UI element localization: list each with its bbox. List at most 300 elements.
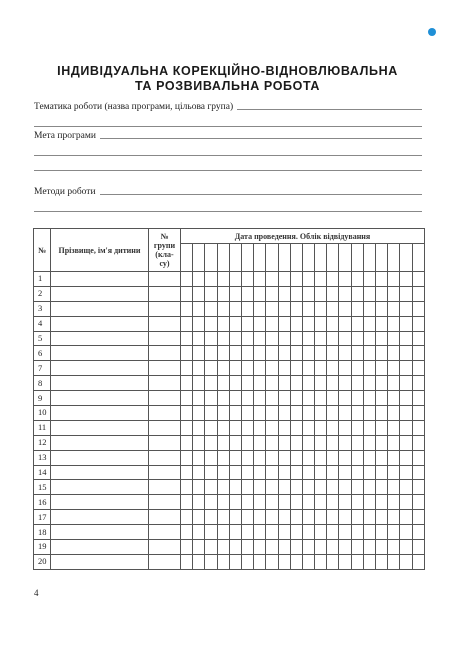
attendance-cell[interactable] bbox=[351, 554, 363, 569]
attendance-cell[interactable] bbox=[363, 406, 375, 421]
attendance-cell[interactable] bbox=[205, 391, 217, 406]
attendance-cell[interactable] bbox=[327, 480, 339, 495]
attendance-cell[interactable] bbox=[302, 450, 314, 465]
attendance-cell[interactable] bbox=[376, 286, 388, 301]
attendance-cell[interactable] bbox=[229, 495, 241, 510]
attendance-cell[interactable] bbox=[339, 465, 351, 480]
attendance-cell[interactable] bbox=[388, 272, 400, 287]
attendance-cell[interactable] bbox=[400, 316, 412, 331]
attendance-cell[interactable] bbox=[351, 361, 363, 376]
child-name-cell[interactable] bbox=[51, 480, 149, 495]
attendance-cell[interactable] bbox=[266, 376, 278, 391]
attendance-cell[interactable] bbox=[327, 301, 339, 316]
attendance-cell[interactable] bbox=[327, 391, 339, 406]
attendance-cell[interactable] bbox=[278, 510, 290, 525]
attendance-cell[interactable] bbox=[315, 346, 327, 361]
attendance-cell[interactable] bbox=[193, 406, 205, 421]
attendance-cell[interactable] bbox=[254, 316, 266, 331]
attendance-cell[interactable] bbox=[302, 376, 314, 391]
attendance-cell[interactable] bbox=[315, 331, 327, 346]
child-name-cell[interactable] bbox=[51, 465, 149, 480]
attendance-cell[interactable] bbox=[205, 510, 217, 525]
attendance-cell[interactable] bbox=[339, 420, 351, 435]
attendance-cell[interactable] bbox=[181, 554, 193, 569]
attendance-cell[interactable] bbox=[181, 420, 193, 435]
attendance-cell[interactable] bbox=[400, 525, 412, 540]
attendance-cell[interactable] bbox=[339, 301, 351, 316]
attendance-cell[interactable] bbox=[388, 361, 400, 376]
attendance-cell[interactable] bbox=[193, 376, 205, 391]
attendance-cell[interactable] bbox=[193, 540, 205, 555]
attendance-cell[interactable] bbox=[363, 525, 375, 540]
attendance-cell[interactable] bbox=[266, 286, 278, 301]
attendance-cell[interactable] bbox=[278, 286, 290, 301]
attendance-cell[interactable] bbox=[217, 406, 229, 421]
attendance-cell[interactable] bbox=[278, 361, 290, 376]
attendance-cell[interactable] bbox=[266, 406, 278, 421]
group-cell[interactable] bbox=[149, 301, 181, 316]
attendance-cell[interactable] bbox=[388, 510, 400, 525]
attendance-cell[interactable] bbox=[327, 435, 339, 450]
attendance-cell[interactable] bbox=[412, 331, 424, 346]
attendance-cell[interactable] bbox=[241, 391, 253, 406]
child-name-cell[interactable] bbox=[51, 554, 149, 569]
attendance-cell[interactable] bbox=[266, 465, 278, 480]
attendance-cell[interactable] bbox=[205, 480, 217, 495]
attendance-cell[interactable] bbox=[339, 286, 351, 301]
attendance-cell[interactable] bbox=[181, 510, 193, 525]
attendance-cell[interactable] bbox=[254, 525, 266, 540]
attendance-cell[interactable] bbox=[315, 525, 327, 540]
attendance-cell[interactable] bbox=[181, 480, 193, 495]
attendance-cell[interactable] bbox=[193, 361, 205, 376]
attendance-cell[interactable] bbox=[400, 420, 412, 435]
attendance-cell[interactable] bbox=[290, 272, 302, 287]
attendance-cell[interactable] bbox=[278, 272, 290, 287]
attendance-cell[interactable] bbox=[351, 420, 363, 435]
attendance-cell[interactable] bbox=[315, 420, 327, 435]
attendance-cell[interactable] bbox=[412, 346, 424, 361]
attendance-cell[interactable] bbox=[363, 540, 375, 555]
attendance-cell[interactable] bbox=[266, 272, 278, 287]
attendance-cell[interactable] bbox=[412, 465, 424, 480]
attendance-cell[interactable] bbox=[315, 495, 327, 510]
attendance-cell[interactable] bbox=[278, 435, 290, 450]
attendance-cell[interactable] bbox=[181, 376, 193, 391]
attendance-cell[interactable] bbox=[205, 450, 217, 465]
attendance-cell[interactable] bbox=[278, 406, 290, 421]
group-cell[interactable] bbox=[149, 376, 181, 391]
attendance-cell[interactable] bbox=[315, 391, 327, 406]
child-name-cell[interactable] bbox=[51, 346, 149, 361]
attendance-cell[interactable] bbox=[266, 525, 278, 540]
attendance-cell[interactable] bbox=[266, 495, 278, 510]
attendance-cell[interactable] bbox=[217, 391, 229, 406]
attendance-cell[interactable] bbox=[205, 346, 217, 361]
attendance-cell[interactable] bbox=[205, 465, 217, 480]
attendance-cell[interactable] bbox=[315, 480, 327, 495]
attendance-cell[interactable] bbox=[290, 346, 302, 361]
attendance-cell[interactable] bbox=[388, 450, 400, 465]
attendance-cell[interactable] bbox=[181, 450, 193, 465]
attendance-cell[interactable] bbox=[205, 316, 217, 331]
attendance-cell[interactable] bbox=[302, 480, 314, 495]
attendance-cell[interactable] bbox=[217, 272, 229, 287]
attendance-cell[interactable] bbox=[339, 331, 351, 346]
attendance-cell[interactable] bbox=[241, 450, 253, 465]
attendance-cell[interactable] bbox=[412, 406, 424, 421]
attendance-cell[interactable] bbox=[412, 495, 424, 510]
attendance-cell[interactable] bbox=[351, 346, 363, 361]
attendance-cell[interactable] bbox=[400, 331, 412, 346]
attendance-cell[interactable] bbox=[388, 465, 400, 480]
attendance-cell[interactable] bbox=[351, 316, 363, 331]
attendance-cell[interactable] bbox=[266, 346, 278, 361]
attendance-cell[interactable] bbox=[412, 272, 424, 287]
child-name-cell[interactable] bbox=[51, 510, 149, 525]
attendance-cell[interactable] bbox=[193, 331, 205, 346]
attendance-cell[interactable] bbox=[400, 435, 412, 450]
attendance-cell[interactable] bbox=[376, 346, 388, 361]
attendance-cell[interactable] bbox=[388, 554, 400, 569]
attendance-cell[interactable] bbox=[254, 406, 266, 421]
attendance-cell[interactable] bbox=[388, 346, 400, 361]
attendance-cell[interactable] bbox=[302, 391, 314, 406]
attendance-cell[interactable] bbox=[315, 540, 327, 555]
attendance-cell[interactable] bbox=[302, 316, 314, 331]
attendance-cell[interactable] bbox=[254, 435, 266, 450]
attendance-cell[interactable] bbox=[290, 525, 302, 540]
attendance-cell[interactable] bbox=[181, 391, 193, 406]
attendance-cell[interactable] bbox=[412, 450, 424, 465]
attendance-cell[interactable] bbox=[193, 420, 205, 435]
attendance-cell[interactable] bbox=[290, 286, 302, 301]
attendance-cell[interactable] bbox=[388, 316, 400, 331]
attendance-cell[interactable] bbox=[266, 450, 278, 465]
attendance-cell[interactable] bbox=[376, 540, 388, 555]
attendance-cell[interactable] bbox=[278, 554, 290, 569]
attendance-cell[interactable] bbox=[339, 406, 351, 421]
attendance-cell[interactable] bbox=[376, 376, 388, 391]
attendance-cell[interactable] bbox=[302, 554, 314, 569]
attendance-cell[interactable] bbox=[205, 286, 217, 301]
group-cell[interactable] bbox=[149, 465, 181, 480]
attendance-cell[interactable] bbox=[266, 301, 278, 316]
attendance-cell[interactable] bbox=[400, 406, 412, 421]
attendance-cell[interactable] bbox=[376, 272, 388, 287]
attendance-cell[interactable] bbox=[351, 376, 363, 391]
attendance-cell[interactable] bbox=[363, 346, 375, 361]
attendance-cell[interactable] bbox=[400, 554, 412, 569]
attendance-cell[interactable] bbox=[290, 465, 302, 480]
attendance-cell[interactable] bbox=[412, 525, 424, 540]
attendance-cell[interactable] bbox=[181, 540, 193, 555]
attendance-cell[interactable] bbox=[278, 450, 290, 465]
attendance-cell[interactable] bbox=[363, 272, 375, 287]
child-name-cell[interactable] bbox=[51, 301, 149, 316]
attendance-cell[interactable] bbox=[229, 480, 241, 495]
attendance-cell[interactable] bbox=[315, 510, 327, 525]
attendance-cell[interactable] bbox=[217, 346, 229, 361]
attendance-cell[interactable] bbox=[266, 361, 278, 376]
attendance-cell[interactable] bbox=[217, 331, 229, 346]
attendance-cell[interactable] bbox=[302, 301, 314, 316]
attendance-cell[interactable] bbox=[217, 465, 229, 480]
attendance-cell[interactable] bbox=[193, 554, 205, 569]
attendance-cell[interactable] bbox=[205, 301, 217, 316]
attendance-cell[interactable] bbox=[302, 361, 314, 376]
attendance-cell[interactable] bbox=[241, 376, 253, 391]
attendance-cell[interactable] bbox=[376, 450, 388, 465]
attendance-cell[interactable] bbox=[241, 361, 253, 376]
attendance-cell[interactable] bbox=[327, 361, 339, 376]
attendance-cell[interactable] bbox=[315, 450, 327, 465]
attendance-cell[interactable] bbox=[400, 272, 412, 287]
attendance-cell[interactable] bbox=[302, 495, 314, 510]
attendance-cell[interactable] bbox=[205, 495, 217, 510]
attendance-cell[interactable] bbox=[181, 301, 193, 316]
attendance-cell[interactable] bbox=[229, 510, 241, 525]
attendance-cell[interactable] bbox=[302, 346, 314, 361]
child-name-cell[interactable] bbox=[51, 435, 149, 450]
attendance-cell[interactable] bbox=[351, 525, 363, 540]
attendance-cell[interactable] bbox=[339, 480, 351, 495]
attendance-cell[interactable] bbox=[327, 465, 339, 480]
attendance-cell[interactable] bbox=[388, 391, 400, 406]
attendance-cell[interactable] bbox=[205, 420, 217, 435]
attendance-cell[interactable] bbox=[412, 316, 424, 331]
attendance-cell[interactable] bbox=[278, 540, 290, 555]
attendance-cell[interactable] bbox=[290, 435, 302, 450]
attendance-cell[interactable] bbox=[327, 420, 339, 435]
attendance-cell[interactable] bbox=[193, 435, 205, 450]
attendance-cell[interactable] bbox=[266, 331, 278, 346]
attendance-cell[interactable] bbox=[266, 420, 278, 435]
child-name-cell[interactable] bbox=[51, 286, 149, 301]
attendance-cell[interactable] bbox=[315, 554, 327, 569]
attendance-cell[interactable] bbox=[302, 525, 314, 540]
attendance-cell[interactable] bbox=[229, 361, 241, 376]
attendance-cell[interactable] bbox=[376, 554, 388, 569]
attendance-cell[interactable] bbox=[339, 391, 351, 406]
attendance-cell[interactable] bbox=[254, 301, 266, 316]
attendance-cell[interactable] bbox=[193, 525, 205, 540]
attendance-cell[interactable] bbox=[302, 331, 314, 346]
attendance-cell[interactable] bbox=[339, 554, 351, 569]
attendance-cell[interactable] bbox=[205, 361, 217, 376]
attendance-cell[interactable] bbox=[412, 361, 424, 376]
attendance-cell[interactable] bbox=[412, 420, 424, 435]
attendance-cell[interactable] bbox=[278, 376, 290, 391]
attendance-cell[interactable] bbox=[363, 391, 375, 406]
attendance-cell[interactable] bbox=[241, 316, 253, 331]
attendance-cell[interactable] bbox=[327, 540, 339, 555]
attendance-cell[interactable] bbox=[376, 316, 388, 331]
attendance-cell[interactable] bbox=[327, 316, 339, 331]
attendance-cell[interactable] bbox=[217, 554, 229, 569]
attendance-cell[interactable] bbox=[302, 406, 314, 421]
attendance-cell[interactable] bbox=[290, 391, 302, 406]
attendance-cell[interactable] bbox=[351, 301, 363, 316]
attendance-cell[interactable] bbox=[363, 465, 375, 480]
attendance-cell[interactable] bbox=[241, 406, 253, 421]
attendance-cell[interactable] bbox=[363, 361, 375, 376]
attendance-cell[interactable] bbox=[254, 361, 266, 376]
attendance-cell[interactable] bbox=[193, 301, 205, 316]
group-cell[interactable] bbox=[149, 391, 181, 406]
group-cell[interactable] bbox=[149, 525, 181, 540]
attendance-cell[interactable] bbox=[351, 331, 363, 346]
attendance-cell[interactable] bbox=[229, 301, 241, 316]
attendance-cell[interactable] bbox=[339, 510, 351, 525]
attendance-cell[interactable] bbox=[376, 495, 388, 510]
attendance-cell[interactable] bbox=[376, 420, 388, 435]
attendance-cell[interactable] bbox=[278, 346, 290, 361]
attendance-cell[interactable] bbox=[290, 554, 302, 569]
attendance-cell[interactable] bbox=[376, 301, 388, 316]
attendance-cell[interactable] bbox=[229, 554, 241, 569]
attendance-cell[interactable] bbox=[412, 480, 424, 495]
attendance-cell[interactable] bbox=[217, 540, 229, 555]
attendance-cell[interactable] bbox=[290, 361, 302, 376]
attendance-cell[interactable] bbox=[315, 272, 327, 287]
attendance-cell[interactable] bbox=[351, 406, 363, 421]
attendance-cell[interactable] bbox=[229, 465, 241, 480]
attendance-cell[interactable] bbox=[388, 540, 400, 555]
attendance-cell[interactable] bbox=[400, 540, 412, 555]
attendance-cell[interactable] bbox=[229, 540, 241, 555]
attendance-cell[interactable] bbox=[351, 480, 363, 495]
attendance-cell[interactable] bbox=[193, 450, 205, 465]
attendance-cell[interactable] bbox=[193, 346, 205, 361]
attendance-cell[interactable] bbox=[205, 331, 217, 346]
attendance-cell[interactable] bbox=[217, 510, 229, 525]
attendance-cell[interactable] bbox=[388, 435, 400, 450]
attendance-cell[interactable] bbox=[400, 465, 412, 480]
attendance-cell[interactable] bbox=[400, 510, 412, 525]
attendance-cell[interactable] bbox=[193, 272, 205, 287]
attendance-cell[interactable] bbox=[290, 510, 302, 525]
group-cell[interactable] bbox=[149, 450, 181, 465]
child-name-cell[interactable] bbox=[51, 540, 149, 555]
group-cell[interactable] bbox=[149, 361, 181, 376]
attendance-cell[interactable] bbox=[351, 272, 363, 287]
attendance-cell[interactable] bbox=[254, 540, 266, 555]
attendance-cell[interactable] bbox=[254, 480, 266, 495]
attendance-cell[interactable] bbox=[400, 361, 412, 376]
attendance-cell[interactable] bbox=[278, 495, 290, 510]
attendance-cell[interactable] bbox=[290, 495, 302, 510]
attendance-cell[interactable] bbox=[400, 376, 412, 391]
attendance-cell[interactable] bbox=[241, 346, 253, 361]
attendance-cell[interactable] bbox=[254, 420, 266, 435]
attendance-cell[interactable] bbox=[229, 346, 241, 361]
attendance-cell[interactable] bbox=[339, 540, 351, 555]
attendance-cell[interactable] bbox=[339, 361, 351, 376]
attendance-cell[interactable] bbox=[363, 480, 375, 495]
attendance-cell[interactable] bbox=[412, 301, 424, 316]
attendance-cell[interactable] bbox=[254, 495, 266, 510]
attendance-cell[interactable] bbox=[278, 301, 290, 316]
attendance-cell[interactable] bbox=[205, 272, 217, 287]
attendance-cell[interactable] bbox=[229, 420, 241, 435]
attendance-cell[interactable] bbox=[254, 554, 266, 569]
attendance-cell[interactable] bbox=[290, 331, 302, 346]
child-name-cell[interactable] bbox=[51, 272, 149, 287]
attendance-cell[interactable] bbox=[266, 435, 278, 450]
group-cell[interactable] bbox=[149, 420, 181, 435]
attendance-cell[interactable] bbox=[241, 331, 253, 346]
child-name-cell[interactable] bbox=[51, 316, 149, 331]
group-cell[interactable] bbox=[149, 540, 181, 555]
attendance-cell[interactable] bbox=[278, 465, 290, 480]
attendance-cell[interactable] bbox=[241, 272, 253, 287]
attendance-cell[interactable] bbox=[376, 331, 388, 346]
attendance-cell[interactable] bbox=[388, 495, 400, 510]
attendance-cell[interactable] bbox=[266, 316, 278, 331]
attendance-cell[interactable] bbox=[376, 435, 388, 450]
attendance-cell[interactable] bbox=[181, 286, 193, 301]
attendance-cell[interactable] bbox=[229, 316, 241, 331]
attendance-cell[interactable] bbox=[205, 376, 217, 391]
attendance-cell[interactable] bbox=[241, 435, 253, 450]
group-cell[interactable] bbox=[149, 331, 181, 346]
attendance-cell[interactable] bbox=[217, 316, 229, 331]
attendance-cell[interactable] bbox=[290, 316, 302, 331]
attendance-cell[interactable] bbox=[217, 286, 229, 301]
attendance-cell[interactable] bbox=[388, 525, 400, 540]
attendance-cell[interactable] bbox=[193, 391, 205, 406]
attendance-cell[interactable] bbox=[327, 495, 339, 510]
attendance-cell[interactable] bbox=[254, 510, 266, 525]
group-cell[interactable] bbox=[149, 480, 181, 495]
attendance-cell[interactable] bbox=[388, 286, 400, 301]
attendance-cell[interactable] bbox=[412, 376, 424, 391]
attendance-cell[interactable] bbox=[412, 554, 424, 569]
attendance-cell[interactable] bbox=[241, 540, 253, 555]
attendance-cell[interactable] bbox=[351, 435, 363, 450]
attendance-cell[interactable] bbox=[339, 495, 351, 510]
attendance-cell[interactable] bbox=[254, 465, 266, 480]
attendance-cell[interactable] bbox=[388, 331, 400, 346]
group-cell[interactable] bbox=[149, 435, 181, 450]
attendance-cell[interactable] bbox=[290, 450, 302, 465]
attendance-cell[interactable] bbox=[351, 540, 363, 555]
attendance-cell[interactable] bbox=[376, 525, 388, 540]
attendance-cell[interactable] bbox=[400, 480, 412, 495]
attendance-cell[interactable] bbox=[217, 480, 229, 495]
group-cell[interactable] bbox=[149, 554, 181, 569]
attendance-cell[interactable] bbox=[363, 495, 375, 510]
attendance-cell[interactable] bbox=[388, 480, 400, 495]
attendance-cell[interactable] bbox=[351, 450, 363, 465]
attendance-cell[interactable] bbox=[315, 406, 327, 421]
attendance-cell[interactable] bbox=[278, 316, 290, 331]
attendance-cell[interactable] bbox=[302, 420, 314, 435]
attendance-cell[interactable] bbox=[254, 346, 266, 361]
child-name-cell[interactable] bbox=[51, 420, 149, 435]
attendance-cell[interactable] bbox=[217, 525, 229, 540]
child-name-cell[interactable] bbox=[51, 406, 149, 421]
attendance-cell[interactable] bbox=[327, 406, 339, 421]
attendance-cell[interactable] bbox=[205, 540, 217, 555]
attendance-cell[interactable] bbox=[412, 435, 424, 450]
attendance-cell[interactable] bbox=[217, 450, 229, 465]
child-name-cell[interactable] bbox=[51, 376, 149, 391]
attendance-cell[interactable] bbox=[217, 301, 229, 316]
child-name-cell[interactable] bbox=[51, 331, 149, 346]
attendance-cell[interactable] bbox=[315, 376, 327, 391]
